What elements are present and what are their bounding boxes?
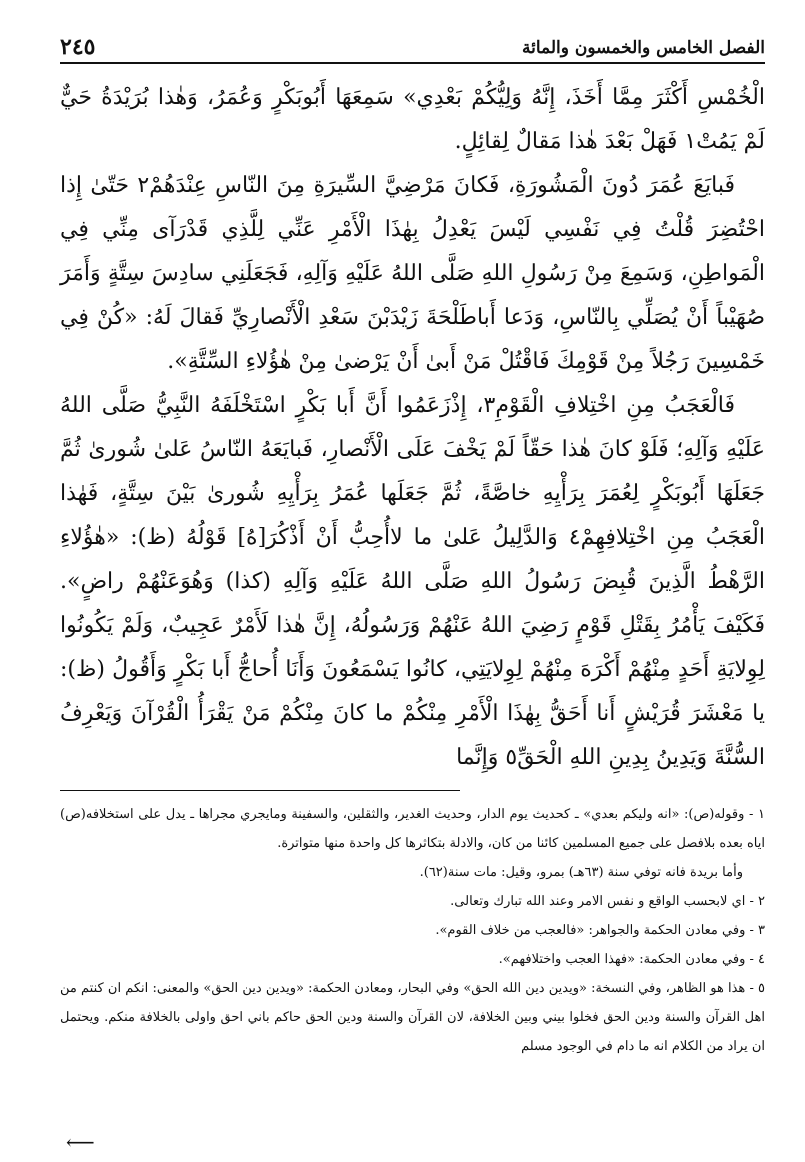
footnote-4: ٤ - وفي معادن الحكمة: «فهذا العجب واختلافهم».: [498, 952, 765, 967]
footnotes: [60, 800, 765, 1061]
paragraph-3: فَالْعَجَبُ مِنِ اخْتِلافِ الْقَوْمِ٣، إِذْزَعَمُوا أَنَّ أَبا بَكْرٍ اسْتَخْلَفَهُ النَّبِيُّ صَلَّى اللهُ عَلَيْهِ وَآلِهِ؛ فَلَوْ كانَ هٰذا حَقّاً لَمْ يَخْفَ عَلَى الْأَنْصارِ، فَبايَعَهُ النّاسُ عَلىٰ شُورىٰ ثُمَّ جَعَلَهَا أَبُوبَكْرٍ لِعُمَرَ بِرَأْيِهِ خاصَّةً، ثُمَّ جَعَلَها عُمَرُ بِرَأْيِهِ شُورىٰ بَيْنَ سِتَّةٍ، فَهٰذا الْعَجَبُ مِنِ اخْتِلافِهِمْ٤ وَالدَّلِيلُ عَلىٰ ما لاأُحِبُّ أَنْ أَذْكُرَ[هُ] قَوْلُهُ (ظ): «هٰؤُلاءِ الرَّهْطُ الَّذِينَ قُبِضَ رَسُولُ اللهِ صَلَّى اللهُ عَلَيْهِ وَآلِهِ (كذا) وَهُوَعَنْهُمْ راضٍ». فَكَيْفَ يَأْمُرُ بِقَتْلِ قَوْمٍ رَضِيَ اللهُ عَنْهُمْ وَرَسُولُهُ، إِنَّ هٰذا لَأَمْرٌ عَجِيبٌ، وَلَمْ يَكُونُوا لِوِلايَةِ أَحَدٍ مِنْهُمْ أَكْرَهَ مِنْهُمْ لِوِلايَتِي، كانُوا يَسْمَعُونَ وَأَنَا أُحاجُّ أَبا بَكْرٍ وَأَقُولُ (ظ): يا مَعْشَرَ قُرَيْشٍ أَنا أَحَقُّ بِهٰذَا الْأَمْرِ مِنْكُمْ ما كانَ مِنْكُمْ مَنْ يَقْرَأُ الْقُرْآنَ وَيَعْرِفُ السُّنَّةَ وَيَدِينُ بِدِينِ اللهِ الْحَقِّ٥ وَإِنَّما: [60, 393, 765, 770]
footnote-5: ٥ - هذا هو الظاهر، وفي النسخة: «ويدين دين الله الحق» وفي البحار، ومعادن الحكمة: «ويدين دين الحق» والمعنى: انكم ان كنتم من اهل القرآن والسنة ودين الحق فخلوا بيني وبين الخلافة، لان القرآن والسنة ودين الحق حاكم باني احق واولى بالخلافة منكم. ويحتمل ان يراد من الكلام انه ما دام في الوجود مسلم: [60, 981, 765, 1054]
main-text: [60, 76, 765, 780]
page-header: [60, 28, 765, 64]
footnote-3: ٣ - وفي معادن الحكمة والجواهر: «فالعجب من خلاف القوم».: [435, 923, 765, 938]
footnote-1: ١ - وقوله(ص): «انه وليكم بعدي» ـ كحديث يوم الدار، وحديث الغدير، والثقلين، والسفينة ومايجري مجراها ـ يدل على استخلافه(ص) اياه بعده بلافصل على جميع المسلمين كائنا من كان، والادلة بتكاثرها كل واحدة منها متواترة.: [60, 807, 765, 851]
footnote-1-continued: وأما بريدة فانه توفي سنة (٦٣هـ) بمرو، وقيل: مات سنة(٦٢).: [419, 865, 743, 880]
paragraph-2: فَبايَعَ عُمَرَ دُونَ الْمَشُورَةِ، فَكانَ مَرْضِيَّ السِّيرَةِ مِنَ النّاسِ عِنْدَهُمْ٢ حَتّىٰ إِذا احْتُضِرَ قُلْتُ فِي نَفْسِي لَيْسَ يَعْدِلُ بِهٰذَا الْأَمْرِ عَنِّي لِلَّذِي قَدْرَآى مِنِّي فِي الْمَواطِنِ، وَسَمِعَ مِنْ رَسُولِ اللهِ صَلَّى اللهُ عَلَيْهِ وَآلِهِ، فَجَعَلَنِي سادِسَ سِتَّةٍ وَأَمَرَ صُهَيْباً أَنْ يُصَلِّي بِالنّاسِ، وَدَعا أَباطَلْحَةَ زَيْدَبْنَ سَعْدِ الْأَنْصارِيِّ فَقالَ لَهُ: «كُنْ فِي خَمْسِينَ رَجُلاً مِنْ قَوْمِكَ فَاقْتُلْ مَنْ أَبىٰ أَنْ يَرْضىٰ مِنْ هٰؤُلاءِ السِّتَّةِ».: [60, 173, 765, 374]
footnote-divider: [60, 790, 460, 791]
page-number: ٢٤٥: [60, 34, 96, 60]
footnote-2: ٢ - اي لابحسب الواقع و نفس الامر وعند الله تبارك وتعالى.: [450, 894, 765, 909]
paragraph-1: الْخُمْسِ أَكْثَرَ مِمَّا أَخَذَ، إِنَّهُ وَلِيُّكُمْ بَعْدِي» سَمِعَهَا أَبُوبَكْرٍ وَعُمَرُ، وَهٰذا بُرَيْدَةُ حَيٌّ لَمْ يَمُتْ١ فَهَلْ بَعْدَ هٰذا مَقالٌ لِقائِلٍ.: [60, 85, 765, 154]
chapter-title: الفصل الخامس والخمسون والمائة: [521, 38, 765, 58]
continue-arrow-icon: ⟵: [66, 1130, 95, 1154]
